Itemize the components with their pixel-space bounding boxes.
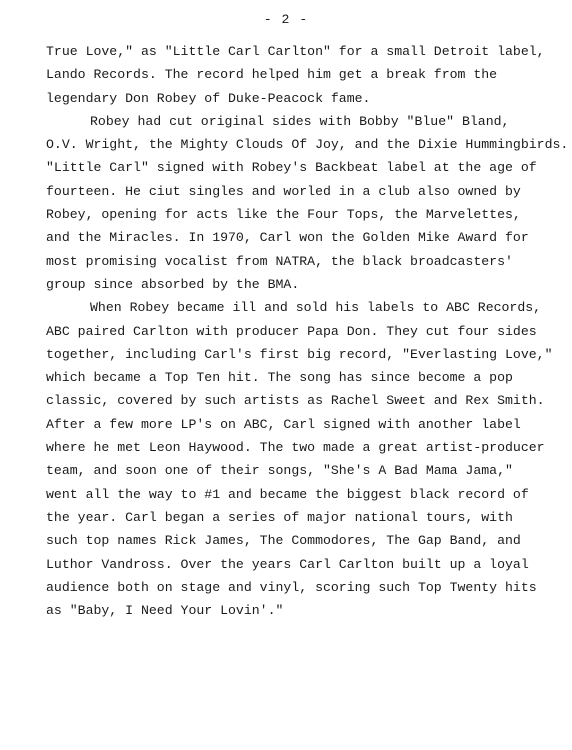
text-line: "Little Carl" signed with Robey's Backbeat label at the age of — [46, 160, 537, 176]
text-line: Robey had cut original sides with Bobby "Blue" Bland, — [90, 113, 510, 129]
text-line: True Love," as "Little Carl Carlton" for a small Detroit label, — [46, 44, 545, 59]
text-line: audience both on stage and vinyl, scoring such Top Twenty hits — [46, 579, 537, 595]
text-line: together, including Carl's first big record, "Everlasting Love," — [46, 346, 553, 362]
text-line: Robey, opening for acts like the Four Tops, the Marvelettes, — [46, 207, 521, 223]
text-line: where he met Leon Haywood. The two made a great artist-producer — [46, 440, 545, 456]
text-line: classic, covered by such artists as Rachel Sweet and Rex Smith. — [46, 393, 545, 409]
text-line: team, and soon one of their songs, "She's A Bad Mama Jama," — [46, 463, 513, 479]
text-line: Lando Records. The record helped him get a break from the — [46, 67, 498, 83]
text-line: O.V. Wright, the Mighty Clouds Of Joy, and the Dixie Hummingbirds. — [46, 137, 569, 153]
text-line: went all the way to #1 and became the biggest black record of — [46, 486, 529, 502]
text-line: group since absorbed by the BMA. — [46, 276, 300, 292]
text-line: and the Miracles. In 1970, Carl won the Golden Mike Award for — [46, 230, 529, 246]
text-line: most promising vocalist from NATRA, the black broadcasters' — [46, 253, 513, 269]
text-line: as "Baby, I Need Your Lovin'." — [46, 603, 284, 619]
text-line: ABC paired Carlton with producer Papa Don. They cut four sides — [46, 323, 537, 339]
text-line: which became a Top Ten hit. The song has since become a pop — [46, 370, 513, 386]
text-line: the year. Carl began a series of major national tours, with — [46, 509, 513, 525]
text-line: When Robey became ill and sold his labels to ABC Records, — [90, 300, 542, 316]
text-line: legendary Don Robey of Duke-Peacock fame. — [46, 90, 371, 106]
text-line: fourteen. He ciut singles and worled in a club also owned by — [46, 183, 521, 199]
text-line: such top names Rick James, The Commodores, The Gap Band, and — [46, 533, 521, 549]
page-number: - 2 - — [263, 12, 309, 27]
text-line: After a few more LP's on ABC, Carl signed with another label — [46, 416, 521, 432]
text-line: Luthor Vandross. Over the years Carl Carlton built up a loyal — [46, 556, 529, 572]
body-text — [46, 40, 569, 622]
